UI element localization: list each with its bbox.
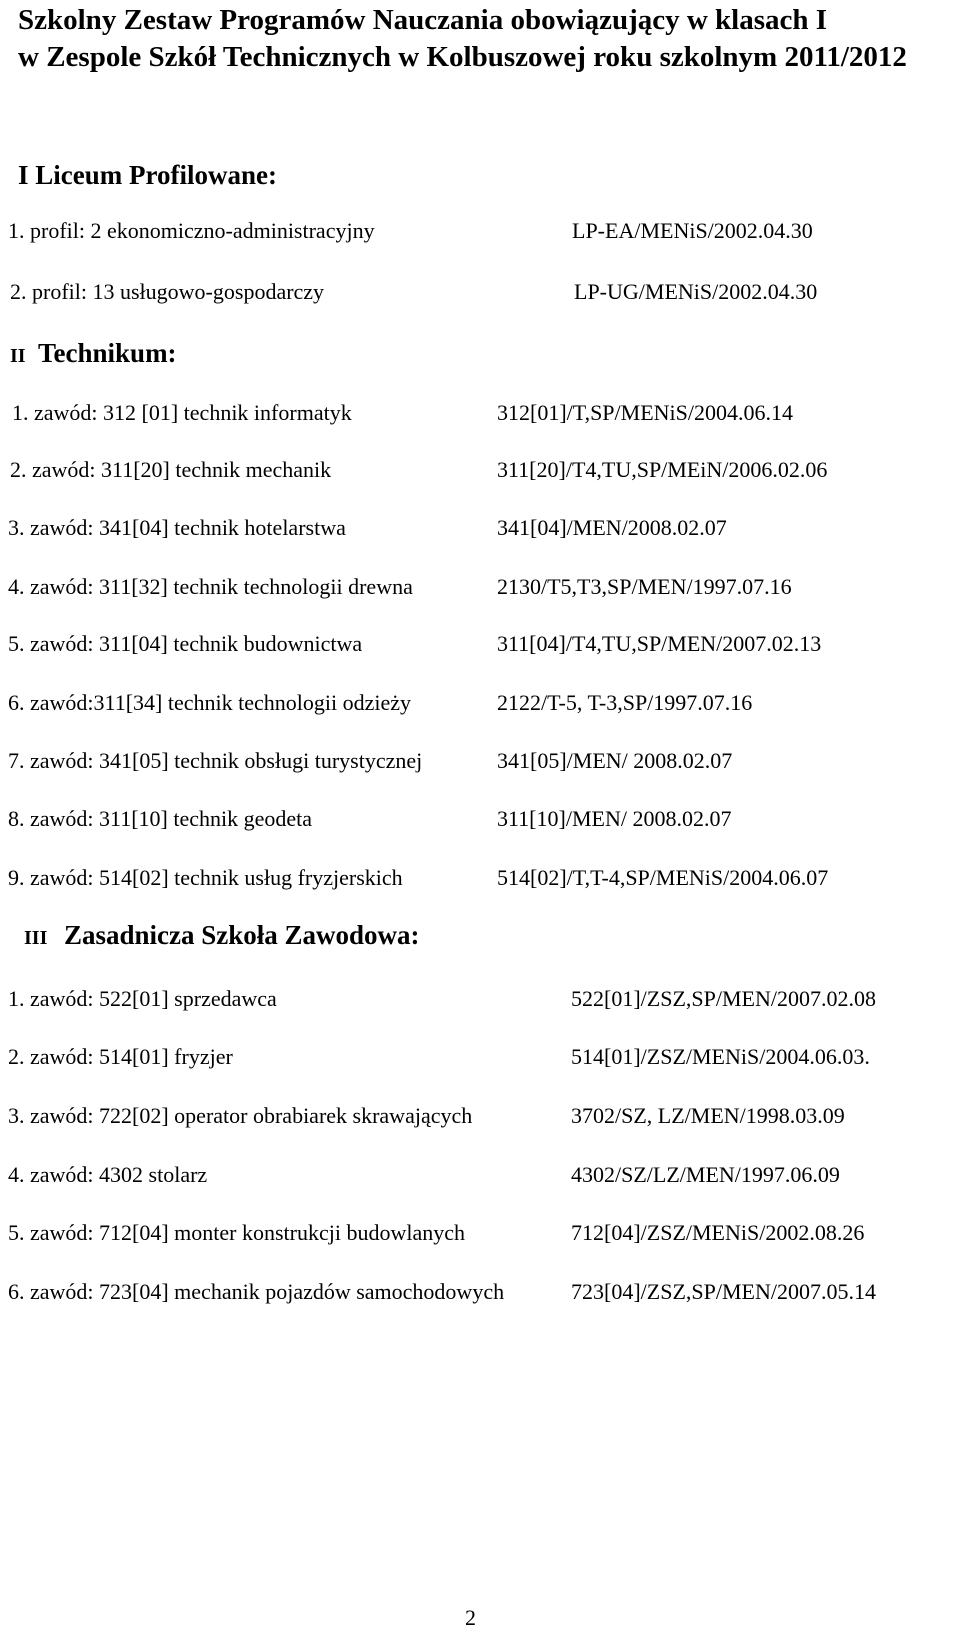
program-code: 311[20]/T4,TU,SP/MEiN/2006.02.06 (497, 457, 828, 482)
list-item (0, 275, 960, 309)
program-label: 1. zawód: 522[01] sprzedawca (8, 986, 277, 1011)
program-code: LP-UG/MENiS/2002.04.30 (574, 279, 818, 304)
program-code: 712[04]/ZSZ/MENiS/2002.08.26 (571, 1220, 865, 1245)
list-item (0, 214, 960, 248)
section-numeral: III (24, 927, 48, 949)
program-label: 4. zawód: 311[32] technik technologii drewna (8, 574, 413, 599)
program-code: 311[04]/T4,TU,SP/MEN/2007.02.13 (497, 631, 822, 656)
list-item (0, 861, 960, 895)
list-item (0, 982, 960, 1016)
section-title: Technikum: (38, 338, 177, 368)
program-label: 2. profil: 13 usługowo-gospodarczy (10, 279, 325, 304)
section-numeral: II (10, 345, 26, 367)
program-code: 2130/T5,T3,SP/MEN/1997.07.16 (497, 574, 792, 599)
list-item (0, 570, 960, 604)
list-item (0, 1158, 960, 1192)
program-label: 8. zawód: 311[10] technik geodeta (8, 806, 313, 831)
document-title-line-2: w Zespole Szkół Technicznych w Kolbuszowej roku szkolnym 2011/2012 (18, 41, 907, 73)
section-title: Zasadnicza Szkoła Zawodowa: (64, 920, 420, 950)
list-item (0, 453, 960, 487)
list-item (0, 627, 960, 661)
program-code: 514[01]/ZSZ/MENiS/2004.06.03. (571, 1044, 870, 1069)
list-item (0, 686, 960, 720)
program-code: 522[01]/ZSZ,SP/MEN/2007.02.08 (571, 986, 876, 1011)
section-heading-liceum: I Liceum Profilowane: (18, 160, 277, 190)
program-code: 2122/T-5, T-3,SP/1997.07.16 (497, 690, 753, 715)
program-label: 7. zawód: 341[05] technik obsługi turystycznej (8, 748, 423, 773)
program-label: 3. zawód: 722[02] operator obrabiarek skrawających (8, 1103, 473, 1128)
list-item (0, 396, 960, 430)
program-label: 1. zawód: 312 [01] technik informatyk (12, 400, 352, 425)
list-item (0, 744, 960, 778)
program-code: 723[04]/ZSZ,SP/MEN/2007.05.14 (571, 1279, 876, 1304)
program-code: 341[04]/MEN/2008.02.07 (497, 515, 727, 540)
program-code: 312[01]/T,SP/MENiS/2004.06.14 (497, 400, 794, 425)
section-heading-technikum (10, 338, 177, 369)
list-item (0, 1099, 960, 1133)
program-label: 9. zawód: 514[02] technik usług fryzjerskich (8, 865, 403, 890)
program-label: 1. profil: 2 ekonomiczno-administracyjny (8, 218, 375, 243)
section-heading-zasadnicza (24, 920, 420, 951)
program-label: 3. zawód: 341[04] technik hotelarstwa (8, 515, 346, 540)
program-label: 5. zawód: 712[04] monter konstrukcji budowlanych (8, 1220, 466, 1245)
program-code: 341[05]/MEN/ 2008.02.07 (497, 748, 733, 773)
program-code: 3702/SZ, LZ/MEN/1998.03.09 (571, 1103, 845, 1128)
list-item (0, 802, 960, 836)
program-code: LP-EA/MENiS/2002.04.30 (572, 218, 813, 243)
list-item (0, 1216, 960, 1250)
program-label: 5. zawód: 311[04] technik budownictwa (8, 631, 363, 656)
program-code: 311[10]/MEN/ 2008.02.07 (497, 806, 732, 831)
program-label: 2. zawód: 311[20] technik mechanik (10, 457, 332, 482)
program-label: 2. zawód: 514[01] fryzjer (8, 1044, 233, 1069)
program-code: 4302/SZ/LZ/MEN/1997.06.09 (571, 1162, 840, 1187)
program-label: 6. zawód: 723[04] mechanik pojazdów samochodowych (8, 1279, 505, 1304)
program-label: 6. zawód:311[34] technik technologii odzieży (8, 690, 412, 715)
list-item (0, 1275, 960, 1309)
program-code: 514[02]/T,T-4,SP/MENiS/2004.06.07 (497, 865, 829, 890)
page-number: 2 (465, 1605, 476, 1630)
list-item (0, 511, 960, 545)
program-label: 4. zawód: 4302 stolarz (8, 1162, 208, 1187)
document-title-line-1: Szkolny Zestaw Programów Nauczania obowiązujący w klasach I (18, 4, 828, 36)
list-item (0, 1040, 960, 1074)
